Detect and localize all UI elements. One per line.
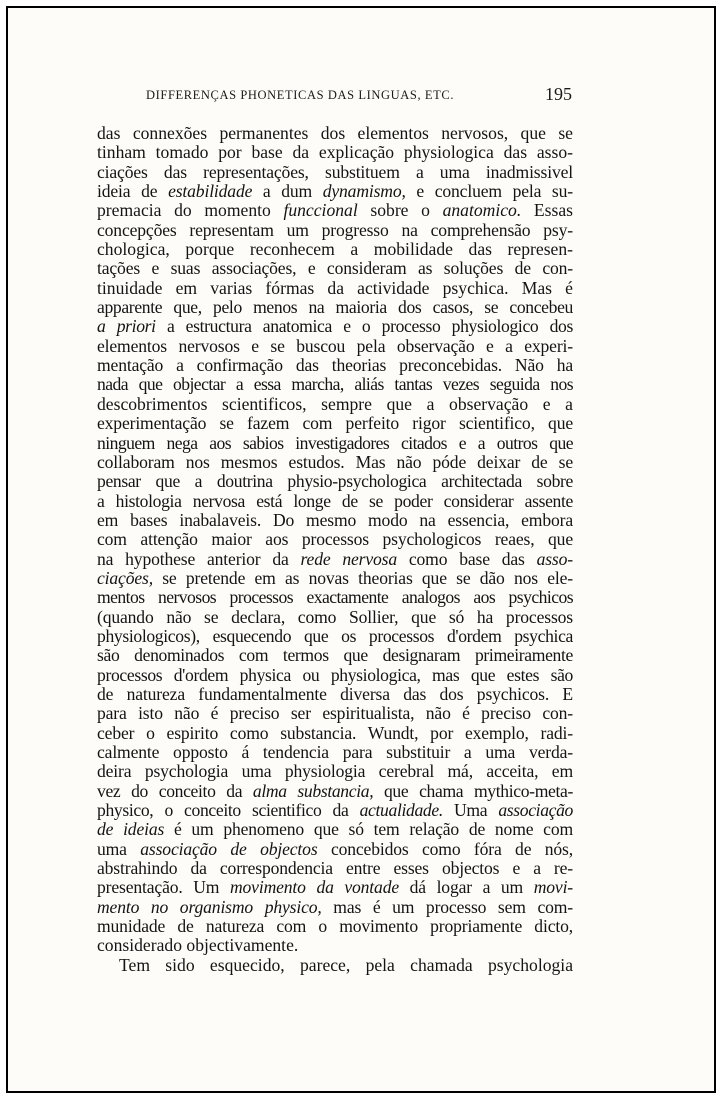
text-line: calmente opposto á tendencia para substituir a uma verda- xyxy=(97,743,573,762)
text-line: de natureza fundamentalmente diversa das dos psychicos. E xyxy=(97,684,573,704)
text-line: ideia de estabilidade a dum dynamismo, e concluem pela su- xyxy=(97,182,573,202)
text-line: munidade de natureza com o movimento propriamente dicto, xyxy=(97,917,573,937)
text-line: pensar que a doutrina physio-psychologica architectada sobre xyxy=(97,472,573,492)
text-line: na hypothese anterior da rede nervosa como base das asso- xyxy=(97,549,573,569)
text-line: Tem sido esquecido, parece, pela chamada psychologia xyxy=(119,955,573,975)
text-line: a histologia nervosa está longe de se poder considerar assente xyxy=(97,491,573,511)
text-line: uma associação de objectos concebidos como fóra de nós, xyxy=(97,839,573,859)
text-line: ninguem nega aos sabios investigadores citados e a outros que xyxy=(97,433,573,453)
text-line: abstrahindo da correspondencia entre esses objectos e a re- xyxy=(97,859,573,879)
text-line: tinuidade em varias fórmas da actividade psychica. Mas é xyxy=(97,278,573,298)
body-text xyxy=(97,124,573,975)
text-line: ceber o espirito como substancia. Wundt, por exemplo, radi- xyxy=(97,723,573,743)
running-title: DIFFERENÇAS PHONETICAS DAS LINGUAS, ETC. xyxy=(146,88,455,102)
text-line: vez do conceito da alma substancia, que chama mythico-meta- xyxy=(97,781,573,801)
page-number: 195 xyxy=(545,84,572,104)
text-line: physico, o conceito scientifico da actualidade. Uma associação xyxy=(97,801,573,821)
text-line: com attenção maior aos processos psychologicos reaes, que xyxy=(97,530,573,550)
text-line: premacia do momento funccional sobre o anatomico. Essas xyxy=(97,201,573,221)
text-line: em bases inabalaveis. Do mesmo modo na essencia, embora xyxy=(97,510,573,530)
text-line: de ideias é um phenomeno que só tem relação de nome com xyxy=(97,820,573,840)
text-line: physiologicos), esquecendo que os processos d'ordem psychica xyxy=(97,626,573,646)
text-line: apparente que, pelo menos na maioria dos casos, se concebeu xyxy=(97,298,573,318)
text-line: mentos nervosos processos exactamente analogos aos psychicos xyxy=(97,588,573,608)
text-line: considerado objectivamente. xyxy=(97,936,299,956)
text-line: concepções representam um progresso na comprehensão psy- xyxy=(97,220,573,240)
text-line: elementos nervosos e se buscou pela observação e a experi- xyxy=(97,336,573,356)
text-line: chologica, porque reconhecem a mobilidade das represen- xyxy=(97,240,573,260)
text-line: deira psychologia uma physiologia cerebral má, acceita, em xyxy=(97,762,573,782)
text-line: ciações, se pretende em as novas theorias que se dão nos ele- xyxy=(97,568,573,588)
text-line: são denominados com termos que designaram primeiramente xyxy=(97,646,573,666)
text-line: nada que objectar a essa marcha, aliás tantas vezes seguida nos xyxy=(97,375,573,395)
text-line: tinham tomado por base da explicação physiologica das asso- xyxy=(97,143,573,163)
text-line: tações e suas associações, e consideram as soluções de con- xyxy=(97,259,573,279)
text-line: mento no organismo physico, mas é um processo sem com- xyxy=(97,897,573,917)
text-line: das connexões permanentes dos elementos nervosos, que se xyxy=(97,124,573,143)
text-line: ciações das representações, substituem a uma inadmissivel xyxy=(97,162,573,182)
text-line: (quando não se declara, como Sollier, que só ha processos xyxy=(97,607,573,627)
text-line: mentação a confirmação das theorias preconcebidas. Não ha xyxy=(97,356,573,376)
text-line: presentação. Um movimento da vontade dá logar a um movi- xyxy=(97,878,573,898)
text-line: experimentação se fazem com perfeito rigor scientifico, que xyxy=(97,414,573,434)
text-line: descobrimentos scientificos, sempre que a observação e a xyxy=(97,394,573,414)
text-line: processos d'ordem physica ou physiologica, mas que estes são xyxy=(97,665,573,685)
text-line: a priori a estructura anatomica e o processo physiologico dos xyxy=(97,317,573,337)
text-line: para isto não é preciso ser espiritualista, não é preciso con- xyxy=(97,704,573,724)
text-line: collaboram nos mesmos estudos. Mas não póde deixar de se xyxy=(97,452,573,472)
